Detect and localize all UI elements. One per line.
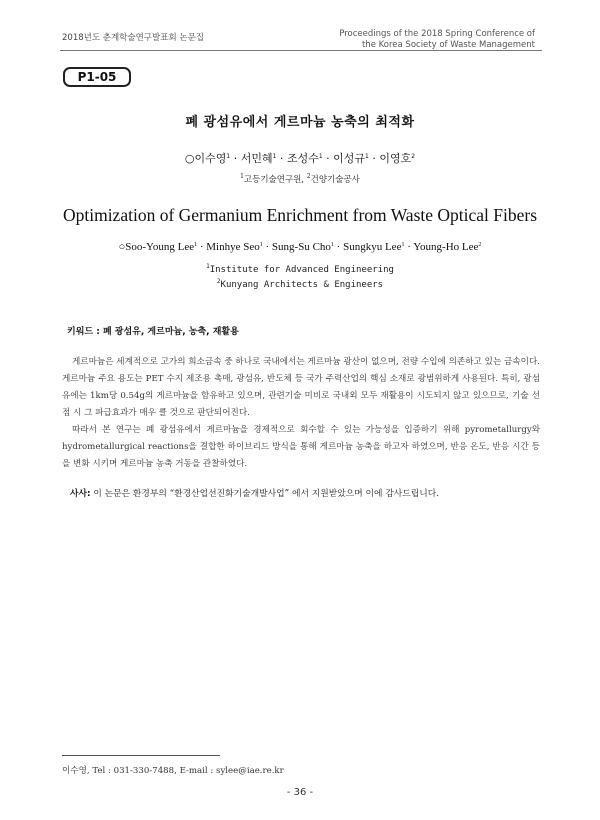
english-title: Optimization of Germanium Enrichment from Waste Optical Fibers [62,205,538,225]
author-separator: · [230,152,241,165]
abstract-paragraph-2: 따라서 본 연구는 폐 광섬유에서 게르마늄을 경제적으로 회수할 수 있는 가능성을 입증하기 위해 pyrometallurgy와 hydrometallurgical reactions을 결합한 하이브리드 방식을 통해 게르마늄 농축을 하고자 하였으며, 반응 온도, 반응 시간 등을 변화 시키며 게르마늄 농축 거동을 관찰하였다. [62,425,540,469]
affiliation-superscript: 2 [306,173,311,180]
presenter-mark: ○ [118,241,126,253]
author-superscript: 1 [272,153,277,160]
affiliation-superscript: 1 [240,173,244,180]
author-superscript: 1 [330,242,334,248]
footnote: 이수영, Tel : 031-330-7488, E-mail : sylee@iae.re.kr [62,766,284,776]
author-name: 서민혜 [240,152,273,165]
affiliation-name: 건양기술공사 [310,175,360,185]
author-separator: · [322,152,334,165]
author-superscript: 1 [194,242,198,248]
author-superscript: 2 [478,242,482,248]
author-superscript: 1 [226,153,231,160]
korean-author-2 [241,152,277,165]
author-name: Sung-Su Cho [271,241,331,253]
abstract [62,354,540,473]
english-author-5 [413,241,481,253]
header-left: 2018년도 춘계학술연구발표회 논문집 [62,33,204,43]
header-right-line1: Proceedings of the 2018 Spring Conference of [339,29,535,39]
affiliation-superscript: 2 [216,278,221,285]
english-author-3 [272,241,334,253]
author-superscript: 1 [259,242,263,248]
author-separator: · [404,241,414,253]
english-author-4 [343,241,404,253]
korean-title: 폐 광섬유에서 게르마늄 농축의 최적화 [185,115,415,130]
english-author-1 [119,241,198,253]
author-superscript: 1 [365,153,369,160]
author-name: 이수영 [194,152,227,165]
author-separator: · [276,152,287,165]
korean-author-3 [287,152,323,165]
acknowledgement-label: 사사: [70,489,91,499]
author-name: 이영호 [379,152,412,165]
english-author-2 [206,241,262,253]
page-number: - 36 - [286,787,314,798]
author-superscript: 1 [318,153,323,160]
header-right-line2: the Korea Society of Waste Management [361,40,535,50]
affiliation-separator: , [301,175,307,185]
korean-author-5 [379,152,415,165]
acknowledgement [70,486,439,499]
author-separator: · [333,241,344,253]
keywords [67,324,239,337]
affiliation-superscript: 1 [206,263,210,270]
author-name: 이성규 [333,152,366,165]
author-name: Sungkyu Lee [343,241,402,253]
english-authors [0,241,600,253]
abstract-paragraph-1: 게르마늄은 세계적으로 고가의 희소금속 중 하나로 국내에서는 게르마늄 광산이 없으며, 전량 수입에 의존하고 있는 금속이다. 게르마늄 주요 용도는 PET 수지 제조용 촉매, 광섬유, 반도체 등 국가 주력산업의 핵심 소재로 광범위하게 사용된다. 특히, 광섬유에는 1km당 0.54g의 게르마늄을 함유하고 있으며, 관련기술 미비로 국내외 모두 재활용이 시도되지 않고 있으므로, 기술 선점 시 그 파급효과가 매우 클 것으로 판단되어진다. [62,357,540,418]
author-separator: · [368,152,380,165]
korean-affiliations [0,173,600,185]
english-affiliation-1 [0,265,600,275]
korean-authors [0,150,600,166]
english-affiliation-2 [0,280,600,290]
author-name: Soo-Young Lee [125,241,195,253]
korean-author-1 [185,152,230,165]
author-name: Young-Ho Lee [413,241,479,253]
author-separator: · [262,241,272,253]
author-name: 조성수 [286,152,319,165]
footnote-divider [62,755,220,756]
author-name: Minhye Seo [206,241,260,253]
affiliation-name: 고등기술연구원 [243,175,302,185]
affiliation-name: Kunyang Architects & Engineers [220,280,384,290]
keywords-text: 폐 광섬유, 게르마늄, 농축, 재활용 [102,327,239,337]
header-right [275,29,535,51]
header-divider [60,50,542,51]
acknowledgement-text: 이 논문은 환경부의 “환경산업선진화기술개발사업” 에서 지원받았으며 이에 감사드립니다. [93,489,440,499]
keywords-label: 키워드 : [67,327,100,337]
author-superscript: 1 [401,242,405,248]
author-separator: · [197,241,207,253]
author-superscript: 2 [411,153,416,160]
presenter-mark: ○ [184,152,195,165]
korean-author-4 [333,152,369,165]
affiliation-name: Institute for Advanced Engineering [209,265,394,275]
paper-code-badge: P1-05 [63,67,131,87]
